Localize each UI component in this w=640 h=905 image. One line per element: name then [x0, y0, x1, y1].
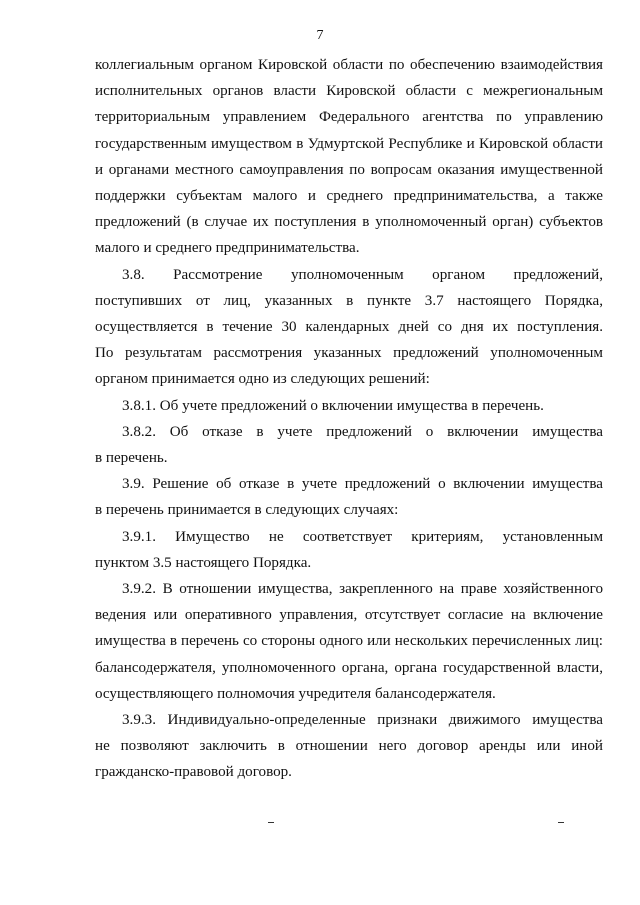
text-line: осуществляется в течение 30 календарных дней со дня их поступления. — [95, 319, 603, 336]
text-line: в перечень принимается в следующих случаях: — [95, 502, 399, 519]
footer-mark-right — [558, 822, 564, 823]
paragraph — [95, 707, 603, 786]
text-line: и органами местного самоуправления по вопросам оказания имущественной — [95, 161, 603, 178]
text-line: коллегиальным органом Кировской области по обеспечению взаимодействия — [95, 57, 603, 73]
paragraph — [95, 419, 603, 471]
text-line: органом принимается одно из следующих решений: — [95, 371, 430, 388]
paragraph — [95, 576, 603, 707]
text-line: в перечень. — [95, 450, 168, 467]
text-line: По результатам рассмотрения указанных предложений уполномоченным — [95, 345, 603, 362]
text-line: малого и среднего предпринимательства. — [95, 240, 360, 257]
text-line: балансодержателя, уполномоченного органа, органа государственной власти, — [95, 659, 603, 676]
paragraph — [95, 471, 603, 523]
text-line: поступивших от лиц, указанных в пункте 3.7 настоящего Порядка, — [95, 292, 603, 309]
document-body — [95, 52, 603, 786]
footer-mark-left — [268, 822, 274, 823]
text-line: 3.8.1. Об учете предложений о включении имущества в перечень. — [122, 397, 544, 414]
paragraph — [95, 52, 603, 262]
text-line: 3.8.2. Об отказе в учете предложений о включении имущества — [122, 423, 603, 440]
text-line: предложений (в случае их поступления в уполномоченный орган) субъектов — [95, 214, 603, 231]
text-line: исполнительных органов власти Кировской области с межрегиональным — [95, 83, 603, 100]
text-line: имущества в перечень со стороны одного или нескольких перечисленных лиц: — [95, 633, 603, 650]
text-line: 3.9.1. Имущество не соответствует критериям, установленным — [122, 528, 603, 545]
text-line: 3.9. Решение об отказе в учете предложений о включении имущества — [122, 476, 603, 493]
page-number: 7 — [316, 28, 324, 43]
text-line: 3.9.3. Индивидуально-определенные признаки движимого имущества — [122, 712, 603, 729]
text-line: 3.9.2. В отношении имущества, закрепленного на праве хозяйственного — [122, 581, 603, 598]
paragraph — [95, 393, 603, 419]
paragraph — [95, 262, 603, 393]
text-line: государственным имуществом в Удмуртской Республике и Кировской области — [95, 135, 603, 152]
text-line: не позволяют заключить в отношении него договор аренды или иной — [95, 738, 603, 755]
text-line: осуществляющего полномочия учредителя балансодержателя. — [95, 685, 496, 702]
text-line: ведения или оперативного управления, отсутствует согласие на включение — [95, 607, 603, 624]
text-line: 3.8. Рассмотрение уполномоченным органом предложений, — [122, 266, 603, 283]
text-line: поддержки субъектам малого и среднего предпринимательства, а также — [95, 188, 603, 205]
text-line: территориальным управлением Федерального агентства по управлению — [95, 109, 603, 126]
paragraph — [95, 524, 603, 576]
text-line: гражданско-правовой договор. — [95, 764, 292, 781]
text-line: пунктом 3.5 настоящего Порядка. — [95, 554, 312, 571]
